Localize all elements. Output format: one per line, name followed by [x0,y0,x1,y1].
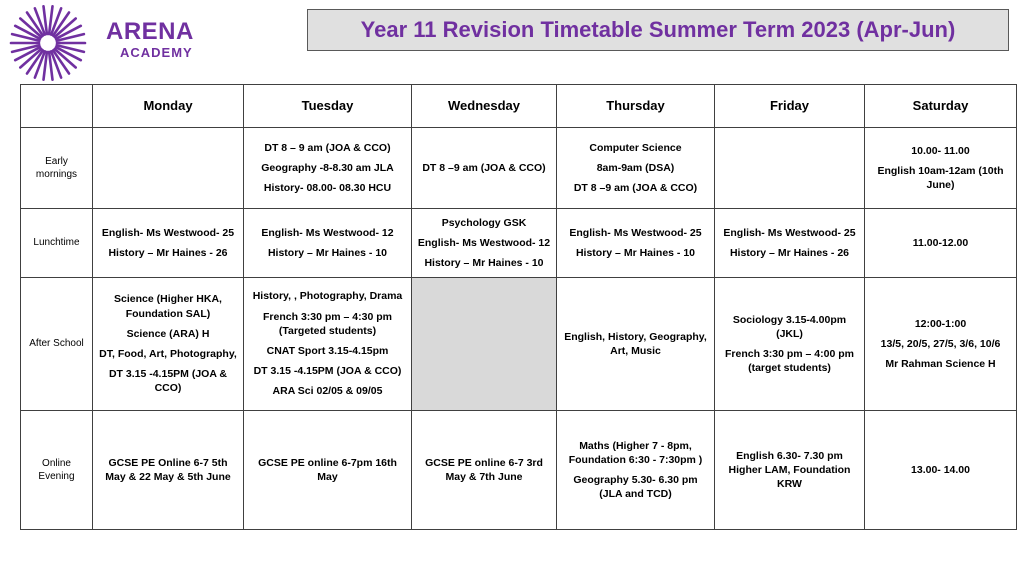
day-header: Wednesday [412,85,557,128]
session-entry: History – Mr Haines - 26 [729,247,850,259]
session-entry: 8am-9am (DSA) [596,161,675,174]
session-label [21,128,93,209]
session-cell [865,128,1017,209]
session-entry: English- Ms Westwood- 25 [723,226,856,239]
session-cell [244,411,412,530]
session-cell [715,411,865,530]
session-entry: DT 8 –9 am (JOA & CCO) [573,182,698,195]
session-label-line: mornings [35,169,78,180]
corner-cell [21,85,93,128]
session-entry: English 6.30- 7.30 pm Higher LAM, Foundation KRW [728,449,851,491]
session-entry: DT 3.15 -4.15PM (JOA & CCO) [108,368,228,395]
session-cell [93,128,244,209]
session-entry: Mr Rahman Science H [885,358,996,371]
session-entry: Maths (Higher 7 - 8pm, Foundation 6:30 - 7:30pm ) [568,439,703,466]
session-cell [557,411,715,530]
session-entry: History – Mr Haines - 26 [108,247,228,259]
session-entry: DT 8 –9 am (JOA & CCO) [422,161,546,174]
session-entry: History – Mr Haines - 10 [575,247,696,259]
session-entry: GCSE PE Online 6-7 5th May & 22 May & 5th June [105,456,231,483]
timetable-row [21,411,1017,530]
session-entry: 10.00- 11.00 [911,144,970,157]
session-entry: History – Mr Haines - 10 [267,247,388,259]
day-header: Monday [93,85,244,128]
session-cell [865,278,1017,411]
timetable-row [21,128,1017,209]
day-header: Tuesday [244,85,412,128]
session-entry: Geography -8-8.30 am JLA [261,161,394,174]
session-cell [93,278,244,411]
session-entry: English- Ms Westwood- 25 [569,226,702,239]
session-entry: DT 3.15 -4.15PM (JOA & CCO) [253,365,402,378]
session-entry: GCSE PE online 6-7 3rd May & 7th June [425,456,543,483]
session-label [21,278,93,411]
session-cell [412,128,557,209]
session-entry: ARA Sci 02/05 & 09/05 [272,385,383,398]
session-entry: 13/5, 20/5, 27/5, 3/6, 10/6 [880,337,1001,350]
session-cell [93,209,244,278]
session-label-line: Online [42,457,71,469]
session-cell [412,278,557,411]
session-entry: GCSE PE online 6-7pm 16th May [258,456,397,483]
day-header: Thursday [557,85,715,128]
session-cell [244,128,412,209]
session-cell [557,128,715,209]
session-cell [715,128,865,209]
session-entry: French 3:30 pm – 4:30 pm (Targeted students) [263,310,392,337]
starburst-logo-icon [8,2,90,84]
session-entry: DT, Food, Art, Photography, [99,348,237,360]
session-label-line: Early [45,155,68,167]
session-cell [557,278,715,411]
session-entry: DT 8 – 9 am (JOA & CCO) [264,141,391,154]
logo-wordmark: ARENA [106,18,194,45]
arena-academy-logo [8,2,208,82]
header-row [21,85,1017,128]
session-entry: CNAT Sport 3.15-4.15pm [266,345,389,357]
session-cell [865,411,1017,530]
session-entry: English- Ms Westwood- 12 [417,236,551,249]
session-entry: Geography 5.30- 6.30 pm (JLA and TCD) [573,474,698,501]
session-cell [412,411,557,530]
page-title: Year 11 Revision Timetable Summer Term 2023 (Apr-Jun) [360,17,956,42]
session-cell [715,209,865,278]
day-header: Saturday [865,85,1017,128]
page-title-box [307,9,1009,51]
session-entry: Science (ARA) H [126,327,210,340]
session-label-line: Evening [38,471,75,482]
session-label-line: Lunchtime [33,237,80,249]
session-entry: Science (Higher HKA, Foundation SAL) [114,293,222,320]
session-cell [557,209,715,278]
session-entry: 12:00-1:00 [914,317,967,330]
timetable-row [21,278,1017,411]
revision-timetable [20,84,1017,530]
session-cell [865,209,1017,278]
session-cell [244,209,412,278]
logo-subtitle: ACADEMY [120,45,193,60]
session-entry: English- Ms Westwood- 25 [101,226,235,239]
session-entry: French 3:30 pm – 4:00 pm (target students) [725,348,854,375]
session-cell [93,411,244,530]
session-entry: English 10am-12am (10th June) [877,164,1004,192]
session-cell [715,278,865,411]
session-entry: Sociology 3.15-4.00pm (JKL) [732,313,847,340]
session-entry: Psychology GSK [441,216,527,229]
session-entry: 11.00-12.00 [912,236,969,249]
timetable-row [21,209,1017,278]
session-entry: History- 08.00- 08.30 HCU [263,182,392,195]
session-entry: History – Mr Haines - 10 [424,257,544,270]
session-label-line: After School [29,338,84,350]
session-cell [244,278,412,411]
session-entry: 13.00- 14.00 [911,463,970,476]
session-entry: History, , Photography, Drama [252,290,403,303]
session-label [21,209,93,278]
day-header: Friday [715,85,865,128]
session-label [21,411,93,530]
session-entry: Computer Science [589,141,682,154]
session-entry: English- Ms Westwood- 12 [261,226,394,239]
session-entry: English, History, Geography, Art, Music [564,330,707,357]
session-cell [412,209,557,278]
